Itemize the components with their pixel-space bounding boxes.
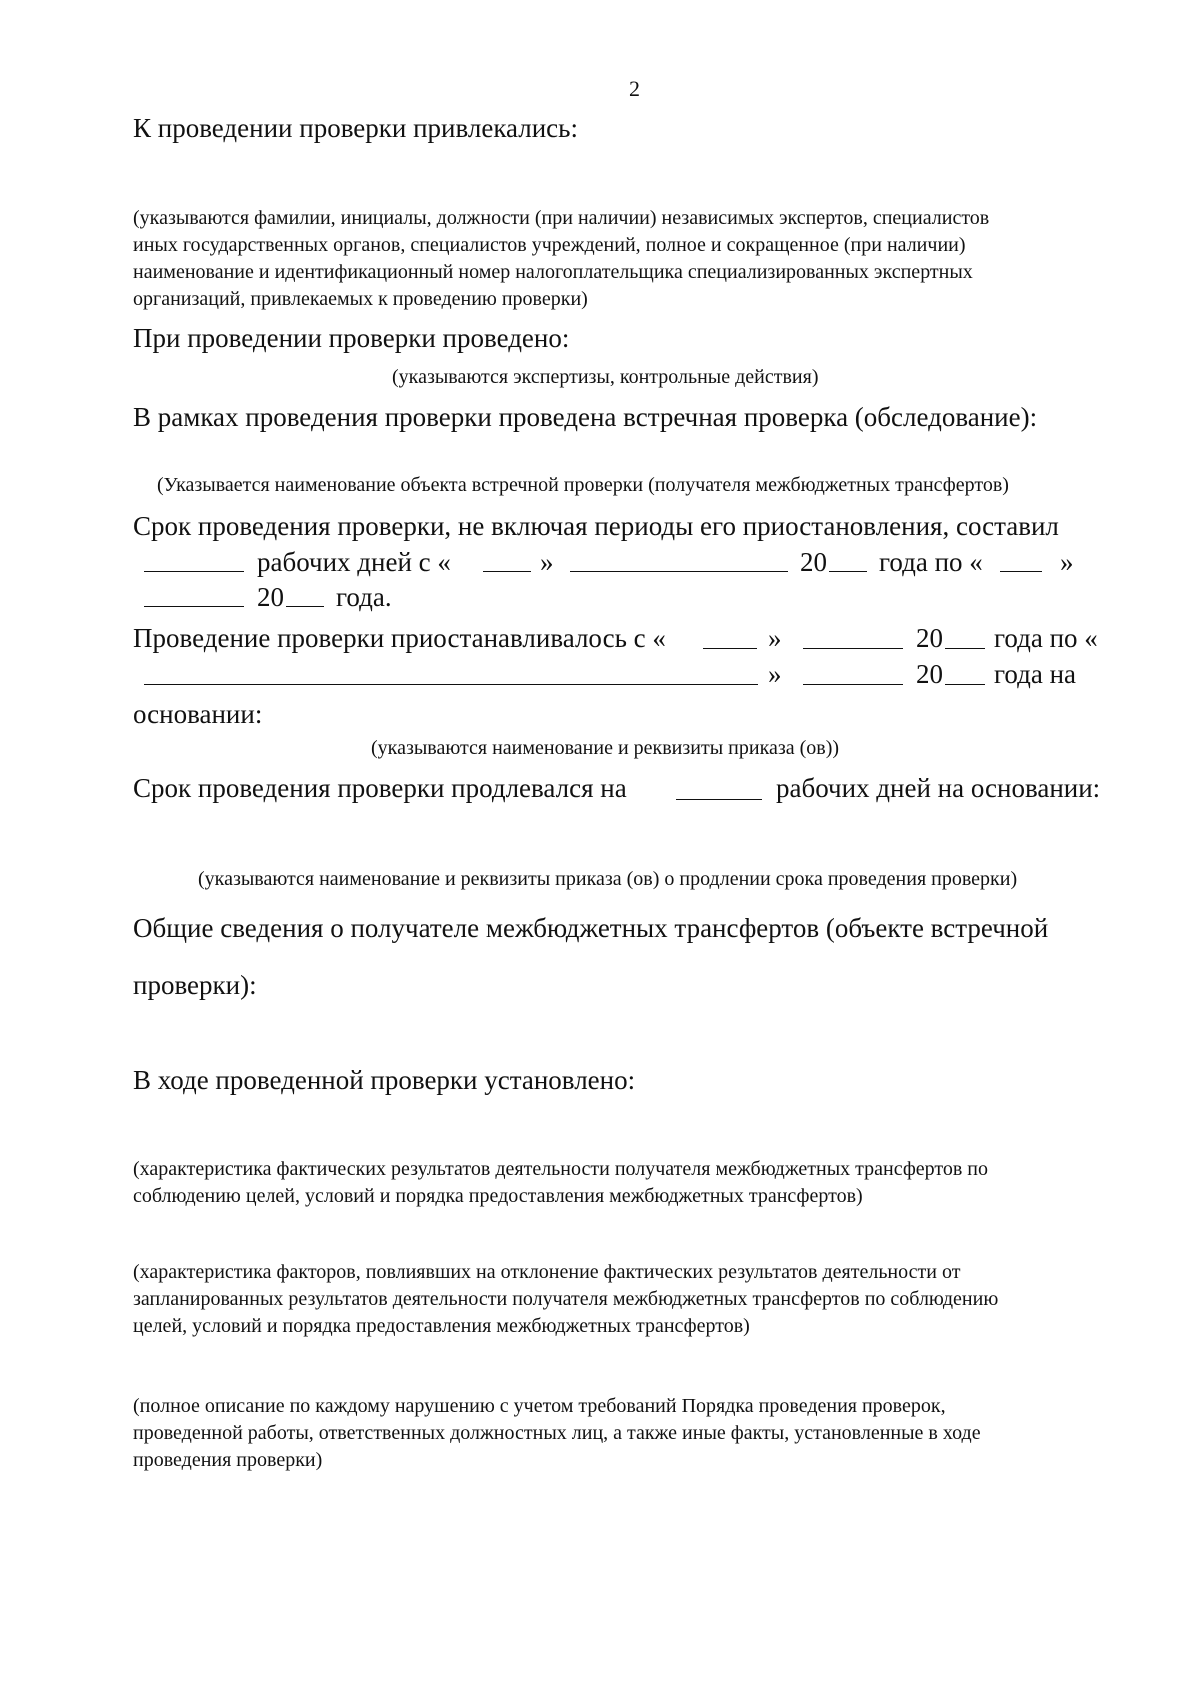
extension-days-blank[interactable]: [676, 798, 762, 800]
suspension-year-to: года по «: [994, 623, 1098, 653]
suspension-start-close-quote: »: [768, 623, 782, 653]
duration-end-year-prefix: 20: [257, 582, 284, 612]
duration-start-close-quote: »: [540, 547, 554, 577]
involved-label: К проведении проверки привлекались:: [133, 113, 578, 143]
extension-note: (указываются наименование и реквизиты приказа (ов) о продлении срока проведения проверки): [198, 868, 1018, 890]
findings-note2-line-1: (характеристика факторов, повлиявших на отклонение фактических результатов деятельности от: [133, 1261, 961, 1283]
general-info-line-2: проверки):: [133, 970, 257, 1000]
counter-check-label: В рамках проведения проверки проведена встречная проверка (обследование):: [133, 402, 1038, 432]
suspension-start-month-blank[interactable]: [803, 647, 903, 649]
findings-note3-line-2: проведенной работы, ответственных должностных лиц, а также иные факты, установленные в ходе: [133, 1422, 981, 1444]
involved-note-line-2: иных государственных органов, специалистов учреждений, полное и сокращенное (при наличии): [133, 234, 966, 256]
involved-note-line-4: организаций, привлекаемых к проведению проверки): [133, 288, 588, 310]
duration-year-end: года.: [336, 582, 392, 612]
suspension-end-blank[interactable]: [144, 683, 758, 685]
counter-check-note: (Указывается наименование объекта встречной проверки (получателя межбюджетных трансфертов): [157, 474, 1009, 496]
suspension-start-year-prefix: 20: [916, 623, 943, 653]
findings-note3-line-3: проведения проверки): [133, 1449, 323, 1471]
duration-end-year-blank[interactable]: [286, 605, 324, 607]
findings-label: В ходе проведенной проверки установлено:: [133, 1065, 636, 1095]
suspension-end-year-prefix: 20: [916, 659, 943, 689]
suspension-start-day-blank[interactable]: [703, 647, 757, 649]
duration-days-blank[interactable]: [144, 570, 244, 572]
conducted-note: (указываются экспертизы, контрольные действия): [392, 366, 819, 388]
duration-start-month-blank[interactable]: [570, 570, 788, 572]
suspension-start-year-blank[interactable]: [945, 647, 985, 649]
involved-note-line-1: (указываются фамилии, инициалы, должности (при наличии) независимых экспертов, специалистов: [133, 207, 990, 229]
extension-label: Срок проведения проверки продлевался на: [133, 773, 627, 803]
suspension-basis: основании:: [133, 699, 263, 729]
duration-year-to: года по «: [879, 547, 983, 577]
findings-note3-line-1: (полное описание по каждому нарушению с учетом требований Порядка проведения проверок,: [133, 1395, 946, 1417]
conducted-label: При проведении проверки проведено:: [133, 323, 570, 353]
findings-note1-line-1: (характеристика фактических результатов деятельности получателя межбюджетных трансфертов по: [133, 1158, 989, 1180]
findings-note1-line-2: соблюдению целей, условий и порядка предоставления межбюджетных трансфертов): [133, 1185, 863, 1207]
findings-note2-line-3: целей, условий и порядка предоставления межбюджетных трансфертов): [133, 1315, 750, 1337]
suspension-end-year-blank[interactable]: [945, 683, 985, 685]
extension-suffix: рабочих дней на основании:: [776, 773, 1101, 803]
duration-line-1: Срок проведения проверки, не включая периоды его приостановления, составил: [133, 511, 1059, 541]
suspension-note: (указываются наименование и реквизиты приказа (ов)): [371, 737, 840, 759]
page-number: 2: [629, 76, 640, 101]
findings-note2-line-2: запланированных результатов деятельности получателя межбюджетных трансфертов по соблюдению: [133, 1288, 999, 1310]
duration-end-month-blank[interactable]: [144, 605, 244, 607]
suspension-year-on: года на: [994, 659, 1077, 689]
involved-note-line-3: наименование и идентификационный номер налогоплательщика специализированных экспертных: [133, 261, 973, 283]
general-info-line-1: Общие сведения о получателе межбюджетных трансфертов (объекте встречной: [133, 913, 1049, 943]
duration-start-day-blank[interactable]: [483, 570, 531, 572]
duration-end-close-quote: »: [1060, 547, 1074, 577]
duration-start-year-prefix: 20: [800, 547, 827, 577]
duration-work-days-from: рабочих дней с «: [257, 547, 451, 577]
duration-end-day-blank[interactable]: [1000, 570, 1042, 572]
suspension-end-close-quote: »: [768, 659, 782, 689]
suspension-end-month-blank[interactable]: [803, 683, 903, 685]
duration-start-year-blank[interactable]: [829, 570, 867, 572]
suspension-label: Проведение проверки приостанавливалось с «: [133, 623, 666, 653]
